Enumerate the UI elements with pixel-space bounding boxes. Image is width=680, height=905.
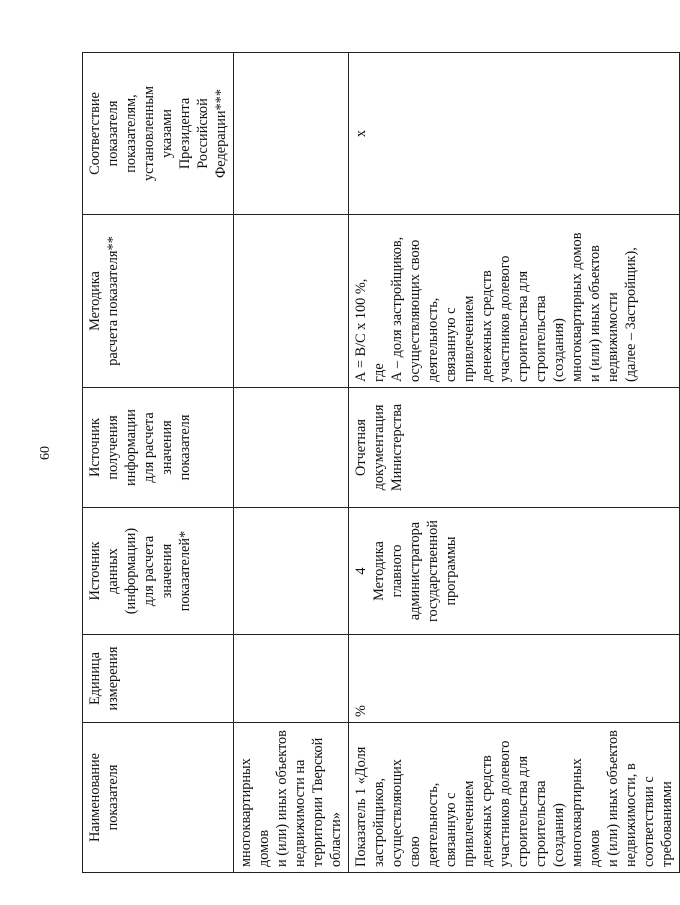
header-unit: Единица измерения [83, 635, 234, 723]
indicator-method-cell: А = В/С х 100 %, где А – доля застройщиков, осуществляющих свою деятельность, связанную с привлечением денежных средств участников долевого строительства для строительства (создания) многоквартирных домов и (или) иных объектов недвижимости (далее – Застройщик), [349, 215, 680, 388]
continuation-data-source-cell [234, 508, 349, 635]
header-indicator-name: Наименование показателя [83, 723, 234, 873]
continuation-name-cell: многоквартирных домов и (или) иных объектов недвижимости на территории Тверской области» [234, 723, 349, 873]
continuation-info-source-cell [234, 388, 349, 508]
continuation-unit-cell [234, 635, 349, 723]
indicator-unit-cell: % [349, 635, 680, 723]
indicator-compliance-cell: х [349, 53, 680, 215]
table-row [234, 53, 349, 873]
header-data-source: Источник данных (информации) для расчета значения показателей* [83, 508, 234, 635]
table-header-row [83, 53, 234, 873]
indicator-name-cell: Показатель 1 «Доля застройщиков, осуществляющих свою деятельность, связанную с привлечением денежных средств участников долевого строительства для строительства (создания) многоквартирных домов и (или) иных объектов недвижимости, в соответствии с требованиями [349, 723, 680, 873]
indicator-info-source-cell: Отчетная документация Министерства [349, 388, 680, 508]
page-number: 60 [38, 446, 53, 460]
rotated-table-container [82, 53, 675, 873]
indicator-data-source-cell: 4 Методика главного администратора государственной программы [349, 508, 680, 635]
header-presidential-compliance: Соответствие показателя показателям, установленным указами Президента Российской Федерации*** [83, 53, 234, 215]
header-calculation-method: Методика расчета показателя** [83, 215, 234, 388]
continuation-method-cell [234, 215, 349, 388]
header-info-source: Источник получения информации для расчета значения показателя [83, 388, 234, 508]
table-row [349, 53, 680, 873]
indicators-table [82, 52, 680, 873]
continuation-compliance-cell [234, 53, 349, 215]
